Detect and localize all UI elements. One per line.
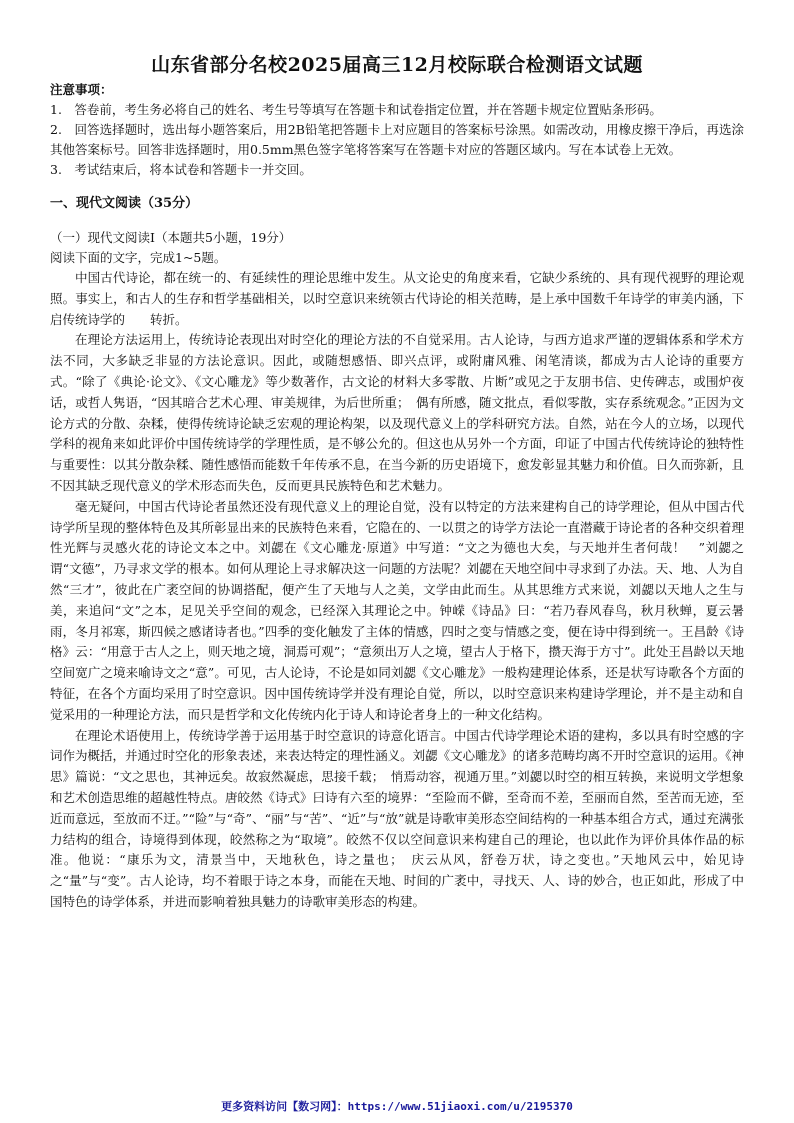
notice-list: [50, 100, 744, 180]
passage-paragraph: 在理论术语使用上，传统诗学善于运用基于时空意识的诗意化语言。中国古代诗学理论术语的建构，多以具有时空感的字词作为概括，并通过时空化的形象表述，来表达特定的理性涵义。刘勰《文心雕龙》的诸多范畴均离不开时空意识的运用。《神思》篇说：“文之思也，其神远矣。故寂然凝虑，思接千载； 悄焉动容，视通万里。”刘勰以时空的相互转换，来说明文学想象和艺术创造思维的超越性特点。唐皎然《诗式》曰诗有六至的境界：“至险而不僻，至奇而不差，至丽而自然，至苦而无迹，至近而意远，至放而不迂。”“险”与“奇”、“丽”与“苦”、“近”与“放”就是诗歌审美形态空间结构的一种基本组合方式，通过充满张力结构的组合，诗境得到体现，皎然称之为“取境”。皎然不仅以空间意识来构建自己的理论，也以此作为评价具体作品的标准。他说：“康乐为文，清景当中，天地秋色，诗之量也； 庆云从风，舒卷万状，诗之变也。”天地风云中，始见诗之“量”与“变”。古人论诗，均不着眼于诗之本身，而能在天地、时间的广袤中，寻找天、人、诗的妙合，也正如此，形成了中国特色的诗学体系，并进而影响着独具魅力的诗歌审美形态的构建。: [50, 727, 744, 909]
passage-paragraph: 中国古代诗论，都在统一的、有延续性的理论思维中发生。从文论史的角度来看，它缺少系统的、具有现代视野的理论观照。事实上，和古人的生存和哲学基础相关，以时空意识来统领古代诗论的相关范畴，是上承中国数千年诗学的审美内涵，下启传统诗学的 转折。: [50, 270, 744, 327]
notice-item: 3. 考试结束后，将本试卷和答题卡一并交回。: [50, 162, 312, 177]
reading-instruction: 阅读下面的文字，完成1~5题。: [50, 250, 227, 265]
section-heading: 一、现代文阅读（35分）: [50, 196, 199, 211]
exam-title: 山东省部分名校2025届高三12月校际联合检测语文试题: [151, 54, 643, 76]
notice-heading: 注意事项：: [50, 82, 113, 97]
passage-paragraph: 在理论方法运用上，传统诗论表现出对时空化的理论方法的不自觉采用。古人论诗，与西方追求严谨的逻辑体系和学术方法不同，大多缺乏非显的方法论意识。因此，或随想感悟、即兴点评，或附庸风雅、闲笔清谈，都成为古人论诗的重要方式。“除了《典论·论文》、《文心雕龙》等少数著作，古文论的材料大多零散、片断”或见之于友朋书信、史传碑志，或围炉夜话，或哲人隽语，“因其暗合艺术心理、审美规律，为后世所重； 偶有所感，随文批点，看似零散，实存系统观念。”正因为文论方式的分散、杂糅，使得传统诗论缺乏宏观的理论构架，以及现代意义上的学科研究方法。自然，站在今人的立场，以现代学科的视角来如此评价中国传统诗学的学理性质，是不够公允的。但这也从另外一个方面，印证了中国古代传统诗论的独特性与重要性：以其分散杂糅、随性感悟而能数千年传承不息，在当今新的历史语境下，愈发彰显其魅力和价值。日久而弥新，且不因其缺乏现代意义的学术形态而失色，反而更具民族特色和艺术魅力。: [50, 332, 744, 493]
notice-item: 1. 答卷前，考生务必将自己的姓名、考生号等填写在答题卡和试卷指定位置，并在答题卡规定位置贴条形码。: [50, 102, 662, 117]
footer-link[interactable]: 更多资料访问【数习网】：https://www.51jiaoxi.com/u/2195370: [221, 1100, 573, 1113]
passage-paragraph: 毫无疑问，中国古代诗论者虽然还没有现代意义上的理论自觉，没有以特定的方法来建构自己的诗学理论，但从中国古代诗学所呈现的整体特色及其所彰显出来的民族特色来看，它隐在的、一以贯之的诗学方法论一直潜藏于诗论者的各种交织着理性光辉与灵感火花的诗论文本之中。刘勰在《文心雕龙·原道》中写道：“文之为德也大矣，与天地并生者何哉！ ”刘勰之谓“文德”，乃寻求文学的根本。如何从理论上寻求解决这一问题的方法呢？刘勰在天地空间中寻求到了办法。天、地、人为自然“三才”，彼此在广袤空间的协调搭配，便产生了天地与人之美，文学由此而生。从其思维方式来说，刘勰以天地人之生与美，来追问“文”之本，足见关乎空间的观念，已经深入其理论之中。钟嵘《诗品》曰：“若乃春风春鸟，秋月秋蝉，夏云暑雨，冬月祁寒，斯四候之感诸诗者也。”四季的变化触发了主体的情感，四时之变与情感之变，便在诗中得到统一。王昌龄《诗格》云：“用意于古人之上，则天地之境，洞焉可观”；“意须出万人之境，望古人于格下，攒天海于方寸”。此处王昌龄以天地空间宽广之境来喻诗文之“意”。可见，古人论诗，不论是如同刘勰《文心雕龙》一般构建理论体系，还是状写诗歌各个方面的特征，在各个方面均采用了时空意识。因中国传统诗学并没有理论自觉，所以，以时空意识来构建诗学理论，并不是主动和自觉采用的一种理论方法，而只是哲学和文化传统内化于诗人和诗论者身上的一种文化结构。: [50, 498, 744, 722]
notice-item: 2. 回答选择题时，选出每小题答案后，用2B铅笔把答题卡上对应题目的答案标号涂黑。如需改动，用橡皮擦干净后，再选涂其他答案标号。回答非选择题时，用0.5mm黑色签字笔将答案写在答题卡对应的答题区域内。写在本试卷上无效。: [50, 122, 744, 157]
subsection-heading: （一）现代文阅读Ⅰ（本题共5小题，19分）: [50, 230, 292, 245]
